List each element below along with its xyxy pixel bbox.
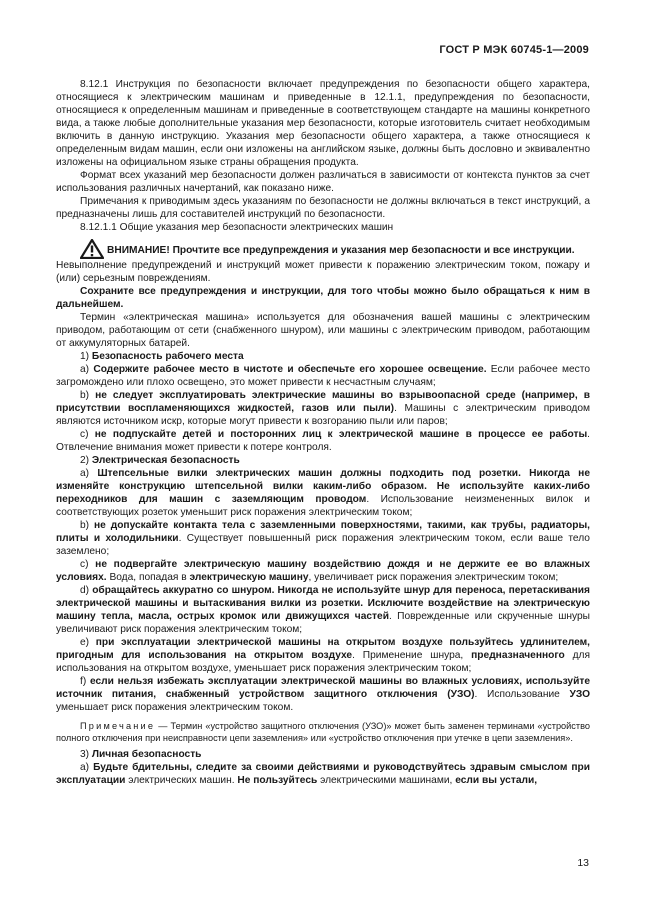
section-title (56, 748, 590, 761)
text-span: Электрическая безопасность (91, 455, 240, 466)
list-item (56, 467, 590, 519)
text-span: УЗО (569, 689, 590, 700)
text-span: обращайтесь аккуратно со шнуром. Никогда не используйте шнур для переноса, перетаскивания электрической машины и вытаскивания вилки из розетки. Исключите воздействие на электрическую машину тепла, масла, острых кромок или движущихся частей (56, 585, 591, 622)
text-span: e) (80, 637, 96, 648)
text-span: Содержите рабочее место в чистоте и обеспечьте его хорошее освещение. (93, 364, 487, 375)
text-span: не следует эксплуатировать электрические машины во взрывоопасной среде (например, в присутствии воспламеняющихся жидкостей, газов или пыли) (56, 390, 590, 414)
text-span: не подпускайте детей и посторонних лиц к электрической машине в процессе ее работы (94, 429, 588, 440)
section-title (56, 454, 590, 467)
text-span: если вы устали, (455, 775, 538, 786)
text-span: a) (80, 364, 94, 375)
warning-heading: ВНИМАНИЕ! Прочтите все предупреждения и указания мер безопасности и все инструкции. (107, 245, 575, 256)
text-span: 2) (80, 455, 92, 466)
paragraph: Примечания к приводимым здесь указаниям по безопасности не должны включаться в текст инструкций, а предназначены лишь для составителей инструкций по безопасности. (56, 196, 590, 220)
text-span: Будьте бдительны, следите за своими действиями и руководствуйтесь здравым смыслом при эксплуатации (56, 762, 591, 786)
text-span: . Использование неизмененных вилок и соответствующих розеток уменьшит риск поражения электрическим током; (56, 494, 590, 518)
text-span: электрическими машинами, (317, 775, 456, 786)
text-span: если нельзя избежать эксплуатации электрической машины во влажных условиях, используйте источник питания, снабженный устройством защитного отключения (УЗО) (56, 676, 590, 700)
text-span: уменьшает риск поражения электрическим током. (56, 702, 294, 713)
page-number: 13 (577, 857, 589, 869)
text-span: 3) (80, 749, 92, 760)
paragraph: Формат всех указаний мер безопасности должен различаться в зависимости от контекста пунктов за счет использования различных начертаний, как показано ниже. (56, 170, 590, 194)
text-span: f) (80, 676, 90, 687)
text-span: — Термин «устройство защитного отключения (УЗО)» может быть заменен терминами «устройство полного отключения при неисправности цепи заземления» или «устройство отключения при утечке в цепи заземления». (56, 721, 590, 743)
text-span: . Существует повышенный риск поражения электрическим током, если ваше тело заземлено; (56, 533, 590, 557)
text-span: Вода, попадая в (106, 572, 190, 583)
warning-block (56, 239, 590, 259)
text-span: . Отвлечение внимания может привести к потере контроля. (56, 429, 590, 453)
note (56, 720, 590, 744)
text-span: c) (80, 429, 95, 440)
text-span: a) (80, 468, 98, 479)
text-span: b) (80, 390, 96, 401)
text-span: Если рабочее место загромождено или плохо освещено, это может привести к несчастным случаям; (56, 364, 590, 388)
text-span: . Использование (474, 689, 570, 700)
text-span: b) (80, 520, 94, 531)
text-span: . Применение шнура, (352, 650, 472, 661)
text-span: , увеличивает риск поражения электрическим током; (308, 572, 559, 583)
list-item (56, 558, 590, 584)
text-span: не подвергайте электрическую машину воздействию дождя и не держите ее во влажных условиях. (56, 559, 590, 583)
keep-instructions: Сохраните все предупреждения и инструкции, для того чтобы можно было обращаться к ним в дальнейшем. (56, 286, 590, 310)
text-span: . Поврежденные или скрученные шнуры увеличивают риск поражения электрическим током; (56, 611, 590, 635)
list-item (56, 675, 590, 714)
text-span: 1) (80, 351, 92, 362)
list-item (56, 636, 590, 675)
text-span: электрических машин. (125, 775, 238, 786)
section-heading: 8.12.1.1 Общие указания мер безопасности электрических машин (80, 222, 394, 233)
section-title (56, 350, 590, 363)
text-span: Безопасность рабочего места (91, 351, 244, 362)
paragraph: 8.12.1 Инструкция по безопасности включает предупреждения по безопасности общего характера, относящиеся к электрическим машинам и приведенные в 12.1.1, предупреждения по безопасности, относящиеся к определенным машинам и приведенные в соответствующем стандарте на машины конкретного вида, а также любые дополнительные указания мер безопасности, которые изготовитель считает необходимым включить в данную инструкцию. Указания мер безопасности общего характера, а также относящиеся к определенным видам машин, если они изложены на английском языке, должны быть дословно и эквивалентно изложены на официальном языке страны обращения продукта. (56, 79, 590, 168)
text-span: электрическую машину (189, 572, 309, 583)
list-item (56, 363, 590, 389)
text-span: c) (80, 559, 96, 570)
list-item (56, 428, 590, 454)
text-span: d) (80, 585, 93, 596)
document-body (56, 78, 590, 787)
list-item (56, 389, 590, 428)
note-label: Примечание (80, 721, 156, 731)
list-item (56, 761, 590, 787)
text-span: Не пользуйтесь (237, 775, 318, 786)
warning-text: Невыполнение предупреждений и инструкций может привести к поражению электрическим током, пожару и (или) серьезным повреждениям. (56, 260, 590, 284)
text-span: a) (80, 762, 94, 773)
text-span: не допускайте контакта тела с заземленными поверхностями, такими, как трубы, радиаторы, плиты и холодильники (56, 520, 591, 544)
list-item (56, 584, 590, 636)
text-span: при эксплуатации электрической машины на открытом воздухе пользуйтесь удлинителем, пригодным для использования на открытом воздухе (56, 637, 590, 661)
text-span: Штепсельные вилки электрических машин должны подходить под розетки. Никогда не изменяйте конструкцию штепсельной вилки каким-либо образом. Не используйте каких-либо переходников для машин с заземляющим проводом (56, 468, 590, 505)
paragraph: Термин «электрическая машина» используется для обозначения вашей машины с электрическим приводом, работающим от сети (снабженного шнуром), или машины с электрическим приводом, работающим от аккумуляторных батарей. (56, 312, 590, 349)
text-span: Личная безопасность (91, 749, 202, 760)
list-item (56, 519, 590, 558)
text-span: предназначенного (471, 650, 565, 661)
text-span: . Машины с электрическим приводом являются источником искр, которые могут привести к возгоранию пыли или паров; (56, 403, 590, 427)
document-header: ГОСТ Р МЭК 60745-1—2009 (439, 44, 589, 56)
paragraph (56, 285, 590, 311)
text-span: для использования на открытом воздухе, уменьшает риск поражения электрическим током; (56, 650, 590, 674)
warning-triangle-icon (80, 239, 104, 259)
